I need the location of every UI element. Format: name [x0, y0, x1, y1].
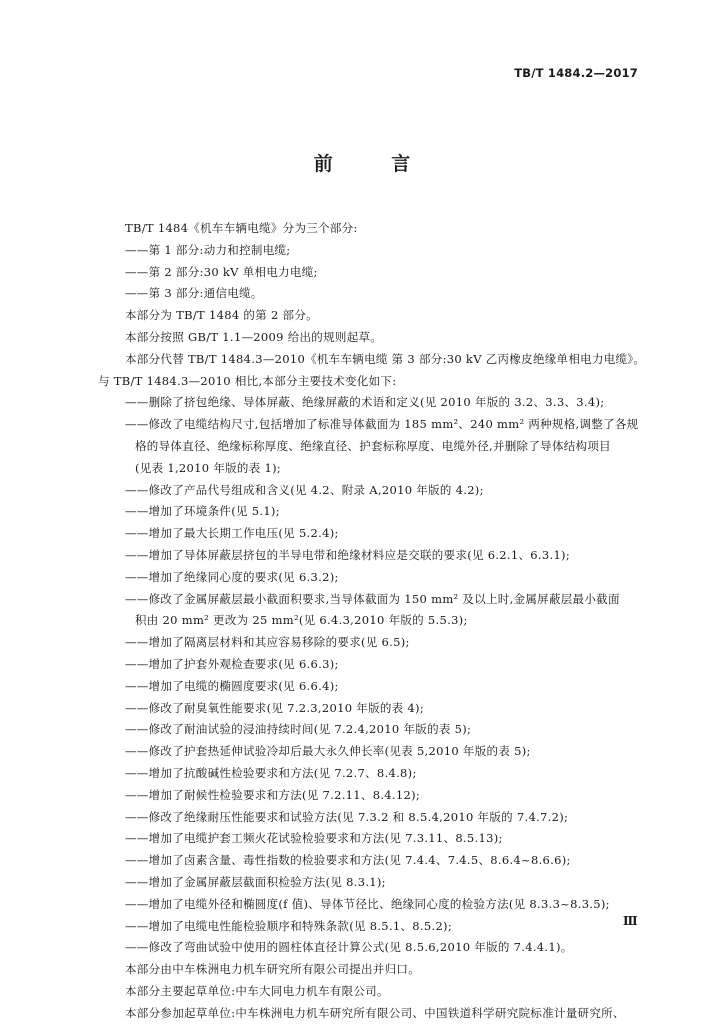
- standard-code: TB/T 1484.2—2017: [514, 66, 638, 80]
- text-line: 积由 20 mm² 更改为 25 mm²(见 6.4.3,2010 年版的 5.5.3);: [135, 613, 468, 628]
- text-line: ——修改了耐油试验的浸油持续时间(见 7.2.4,2010 年版的表 5);: [125, 722, 472, 737]
- text-line: ——删除了挤包绝缘、导体屏蔽、绝缘屏蔽的术语和定义(见 2010 年版的 3.2、3.3、3.4);: [125, 395, 605, 410]
- text-line: ——增加了电缆电性能检验顺序和特殊条款(见 8.5.1、8.5.2);: [125, 918, 453, 933]
- text-line: 本部分代替 TB/T 1484.3—2010《机车车辆电缆 第 3 部分:30 kV 乙丙橡皮绝缘单相电力电缆》。: [125, 351, 646, 366]
- text-line: ——修改了绝缘耐压性能要求和试验方法(见 7.3.2 和 8.5.4,2010 年版的 7.4.7.2);: [125, 809, 569, 824]
- text-line: ——增加了电缆护套工频火花试验检验要求和方法(见 7.3.11、8.5.13);: [125, 831, 503, 846]
- text-line: 格的导体直径、绝缘标称厚度、绝缘直径、护套标称厚度、电缆外径,并删除了导体结构项目: [135, 438, 611, 453]
- text-line: ——修改了护套热延伸试验冷却后最大永久伸长率(见表 5,2010 年版的表 5);: [125, 744, 531, 759]
- text-line: ——增加了电缆外径和椭圆度(f 值)、导体节径比、绝缘同心度的检验方法(见 8.3.3~8.3.5);: [125, 896, 610, 911]
- text-line: ——修改了产品代号组成和含义(见 4.2、附录 A,2010 年版的 4.2);: [125, 482, 484, 497]
- text-line: ——第 2 部分:30 kV 单相电力电缆;: [125, 264, 318, 279]
- text-line: ——增加了导体屏蔽层挤包的半导电带和绝缘材料应是交联的要求(见 6.2.1、6.3.1);: [125, 547, 571, 562]
- text-line: ——增加了最大长期工作电压(见 5.2.4);: [125, 526, 339, 541]
- text-line: 本部分主要起草单位:中车大同电力机车有限公司。: [125, 983, 389, 998]
- text-line: ——增加了绝缘同心度的要求(见 6.3.2);: [125, 569, 339, 584]
- text-line: ——修改了金属屏蔽层最小截面积要求,当导体截面为 150 mm² 及以上时,金属屏蔽层最小截面: [125, 591, 620, 606]
- page-number: Ⅲ: [623, 914, 638, 928]
- text-line: ——增加了电缆的椭圆度要求(见 6.6.4);: [125, 678, 339, 693]
- text-line: ——修改了耐臭氧性能要求(见 7.2.3,2010 年版的表 4);: [125, 700, 425, 715]
- text-line: 本部分由中车株洲电力机车研究所有限公司提出并归口。: [125, 962, 420, 977]
- text-line: ——增加了隔离层材料和其应容易移除的要求(见 6.5);: [125, 635, 410, 650]
- text-line: ——第 3 部分:通信电缆。: [125, 286, 263, 301]
- text-line: ——增加了抗酸碱性检验要求和方法(见 7.2.7、8.4.8);: [125, 765, 417, 780]
- text-line: ——增加了金属屏蔽层截面积检验方法(见 8.3.1);: [125, 874, 386, 889]
- text-line: 本部分按照 GB/T 1.1—2009 给出的规则起草。: [125, 329, 383, 344]
- text-line: ——修改了电缆结构尺寸,包括增加了标准导体截面为 185 mm²、240 mm² 两种规格,调整了各规: [125, 417, 639, 432]
- text-line: ——增加了耐候性检验要求和方法(见 7.2.11、8.4.12);: [125, 787, 421, 802]
- text-line: 本部分参加起草单位:中车株洲电力机车研究所有限公司、中国铁道科学研究院标准计量研究所、: [125, 1005, 625, 1020]
- text-line: 本部分为 TB/T 1484 的第 2 部分。: [125, 308, 318, 323]
- page-title: 前 言: [313, 153, 437, 175]
- text-line: 与 TB/T 1484.3—2010 相比,本部分主要技术变化如下:: [98, 373, 397, 388]
- document-body: [98, 218, 646, 1024]
- text-line: TB/T 1484《机车车辆电缆》分为三个部分:: [125, 221, 358, 235]
- text-line: ——增加了卤素含量、毒性指数的检验要求和方法(见 7.4.4、7.4.5、8.6.4~8.6.6);: [125, 853, 571, 868]
- text-line: ——增加了环境条件(见 5.1);: [125, 504, 280, 519]
- text-line: ——增加了护套外观检查要求(见 6.6.3);: [125, 656, 339, 671]
- text-line: ——修改了弯曲试验中使用的圆柱体直径计算公式(见 8.5.6,2010 年版的 7.4.4.1)。: [125, 940, 573, 955]
- text-line: (见表 1,2010 年版的表 1);: [135, 460, 282, 475]
- text-line: ——第 1 部分:动力和控制电缆;: [125, 242, 291, 257]
